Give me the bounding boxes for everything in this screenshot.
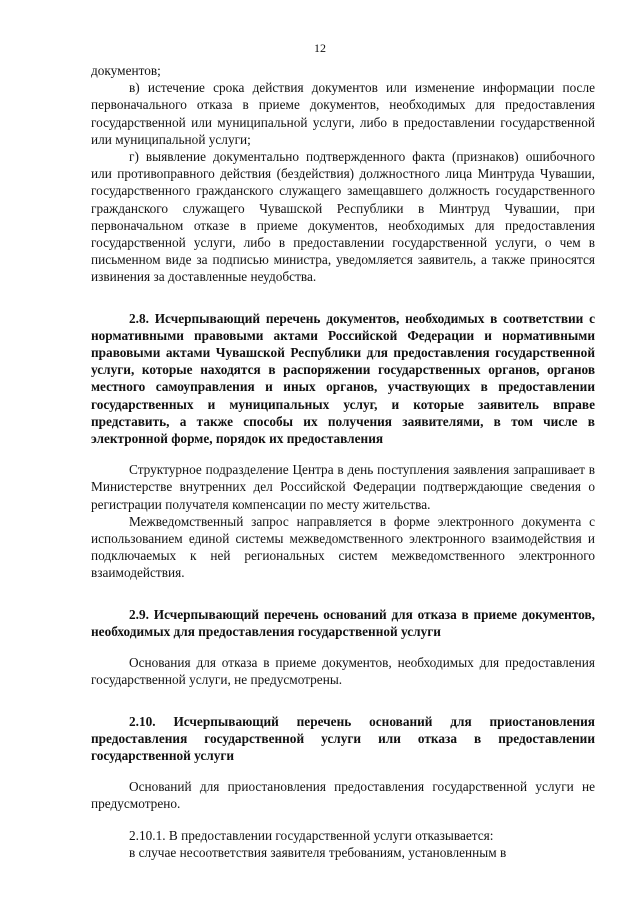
paragraph-no-grounds: Основания для отказа в приеме документов, необходимых для предоставления государственной услуги, не предусмотрены. [91,655,595,688]
section-heading-2-8: 2.8. Исчерпывающий перечень документов, необходимых в соответствии с нормативными правовыми актами Российской Федерации и нормативными правовыми актами Чувашской Республики для предоставления государственной услуги, которые находятся в распоряжении государственных органов, органов местного самоуправления и иных органов, участвующих в предоставлении государственных и муниципальных услуг, и которые заявитель вправе представить, а также способы их получения заявителями, в том числе в электронной форме, порядок их предоставления [91,310,595,447]
list-item-g: г) выявление документально подтвержденного факта (признаков) ошибочного или противоправного действия (бездействия) должностного лица Минтруда Чувашии, государственного гражданского служащего замещавшего должность государственного гражданского служащего Чувашской Республики в Минтруд Чувашии, при первоначальном отказе в приеме документов, необходимых для предоставления государственной услуги, либо в предоставлении государственной услуги, о чем в письменном виде за подписью министра, уведомляется заявитель, а также приносятся извинения за доставленные неудобства. [91,149,595,285]
paragraph-2-10-1: 2.10.1. В предоставлении государственной услуги отказывается: [129,827,494,843]
paragraph-request: Структурное подразделение Центра в день поступления заявления запрашивает в Министерстве внутренних дел Российской Федерации подтверждающие сведения о регистрации получателя компенсации по месту жительства. [91,462,595,512]
list-item-v: в) истечение срока действия документов или изменение информации после первоначального отказа в приеме документов, необходимых для предоставления государственной или муниципальной услуги, либо в предоставлении государственной или муниципальной услуги; [91,80,595,147]
paragraph-interagency: Межведомственный запрос направляется в форме электронного документа с использованием единой системы межведомственного электронного взаимодействия и подключаемых к ней региональных систем межведомственного электронного взаимодействия. [91,513,595,581]
paragraph-no-suspension: Оснований для приостановления предоставления государственной услуги не предусмотрено. [91,779,595,812]
text-line-continuation: документов; [91,63,161,78]
section-heading-2-10: 2.10. Исчерпывающий перечень оснований для приостановления предоставления государственной услуги или отказа в предоставлении государственной услуги [91,713,595,763]
paragraph-refusal-case: в случае несоответствия заявителя требованиям, установленным в [129,844,507,860]
page-content [91,62,595,861]
page-number: 12 [314,41,326,55]
section-heading-2-9: 2.9. Исчерпывающий перечень оснований для отказа в приеме документов, необходимых для предоставления государственной услуги [91,606,595,639]
